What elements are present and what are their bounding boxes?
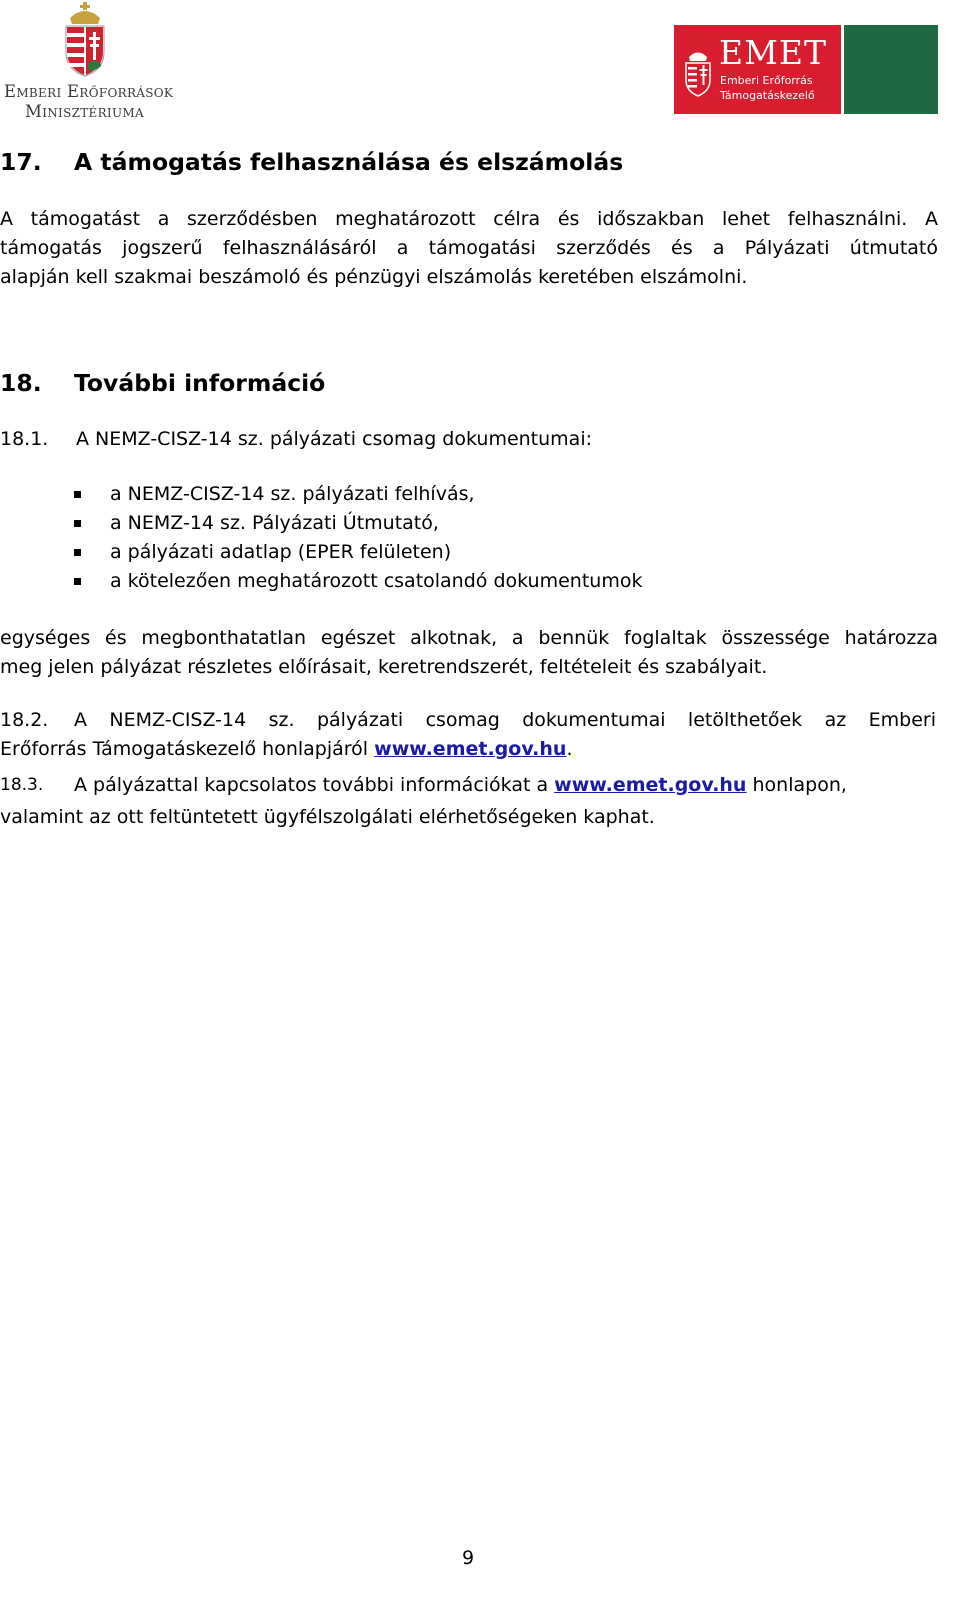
section-number: 18. xyxy=(0,369,42,397)
ministry-name: Emberi Erőforrások Minisztériuma xyxy=(4,82,174,121)
hungarian-coat-of-arms-icon xyxy=(62,2,108,78)
list-item: a NEMZ-CISZ-14 sz. pályázati felhívás, xyxy=(0,480,940,509)
page-number: 9 xyxy=(461,1547,475,1569)
subsection-number: 18.3. xyxy=(0,775,44,795)
list-item: a pályázati adatlap (EPER felületen) xyxy=(0,538,940,567)
ministry-logo xyxy=(0,0,180,120)
section-number: 17. xyxy=(0,148,42,176)
paragraph-line: A támogatást a szerződésben meghatározott célra és időszakban lehet felhasználni. A xyxy=(0,208,938,230)
subsection-number: 18.1. xyxy=(0,428,49,450)
list-item: a kötelezően meghatározott csatolandó dokumentumok xyxy=(0,567,940,596)
section-17-paragraph xyxy=(0,205,938,292)
paragraph-line: alapján kell szakmai beszámoló és pénzügyi elszámolás keretében elszámolni. xyxy=(0,266,748,288)
paragraph-text: Erőforrás Támogatáskezelő honlapjáról xyxy=(0,738,369,760)
emet-logo-green-panel xyxy=(844,25,938,114)
emet-logo-subtitle: Emberi Erőforrás Támogatáskezelő xyxy=(720,74,815,102)
subsection-text: A NEMZ-CISZ-14 sz. pályázati csomag dokumentumai: xyxy=(76,428,593,450)
section-18-heading xyxy=(0,368,940,398)
emet-logo xyxy=(674,25,938,114)
emet-crest-icon xyxy=(683,47,713,97)
paragraph-text: honlapon, xyxy=(752,774,847,796)
paragraph-line: támogatás jogszerű felhasználásáról a támogatási szerződés és a Pályázati útmutató xyxy=(0,237,938,259)
document-list xyxy=(0,480,940,596)
bullet-square-icon xyxy=(74,491,81,498)
paragraph-text: A pályázattal kapcsolatos további információkat a xyxy=(74,774,549,796)
paragraph-line: meg jelen pályázat részletes előírásait, keretrendszerét, feltételeit és szabályait. xyxy=(0,656,768,678)
emet-website-link[interactable]: www.emet.gov.hu xyxy=(554,774,747,796)
emet-website-link[interactable]: www.emet.gov.hu xyxy=(374,738,567,760)
list-item: a NEMZ-14 sz. Pályázati Útmutató, xyxy=(0,509,940,538)
bullet-square-icon xyxy=(74,578,81,585)
section-17-heading xyxy=(0,147,940,177)
bullet-square-icon xyxy=(74,549,81,556)
paragraph-line: valamint az ott feltüntetett ügyfélszolgálati elérhetőségeken kaphat. xyxy=(0,806,655,828)
emet-logo-red-panel xyxy=(674,25,841,114)
bullet-square-icon xyxy=(74,520,81,527)
paragraph-line: egységes és megbonthatatlan egészet alkotnak, a bennük foglaltak összessége határozza xyxy=(0,627,938,649)
subsection-18-3 xyxy=(0,769,938,833)
emet-logo-title: EMET xyxy=(719,33,827,72)
section-title: A támogatás felhasználása és elszámolás xyxy=(74,148,624,176)
subsection-18-2: 18.2. A NEMZ-CISZ-14 sz. pályázati csomag dokumentumai letölthetőek az Emberi Erőforrás Támogatáskezelő honlapjáról www.emet.gov.hu. xyxy=(0,706,938,764)
section-title: További információ xyxy=(74,369,326,397)
subsection-number: 18.2. xyxy=(0,709,49,731)
subsection-18-1 xyxy=(0,425,940,454)
section-18-1-conclusion xyxy=(0,624,938,682)
paragraph-line: A NEMZ-CISZ-14 sz. pályázati csomag dokumentumai letölthetőek az Emberi xyxy=(74,709,936,731)
